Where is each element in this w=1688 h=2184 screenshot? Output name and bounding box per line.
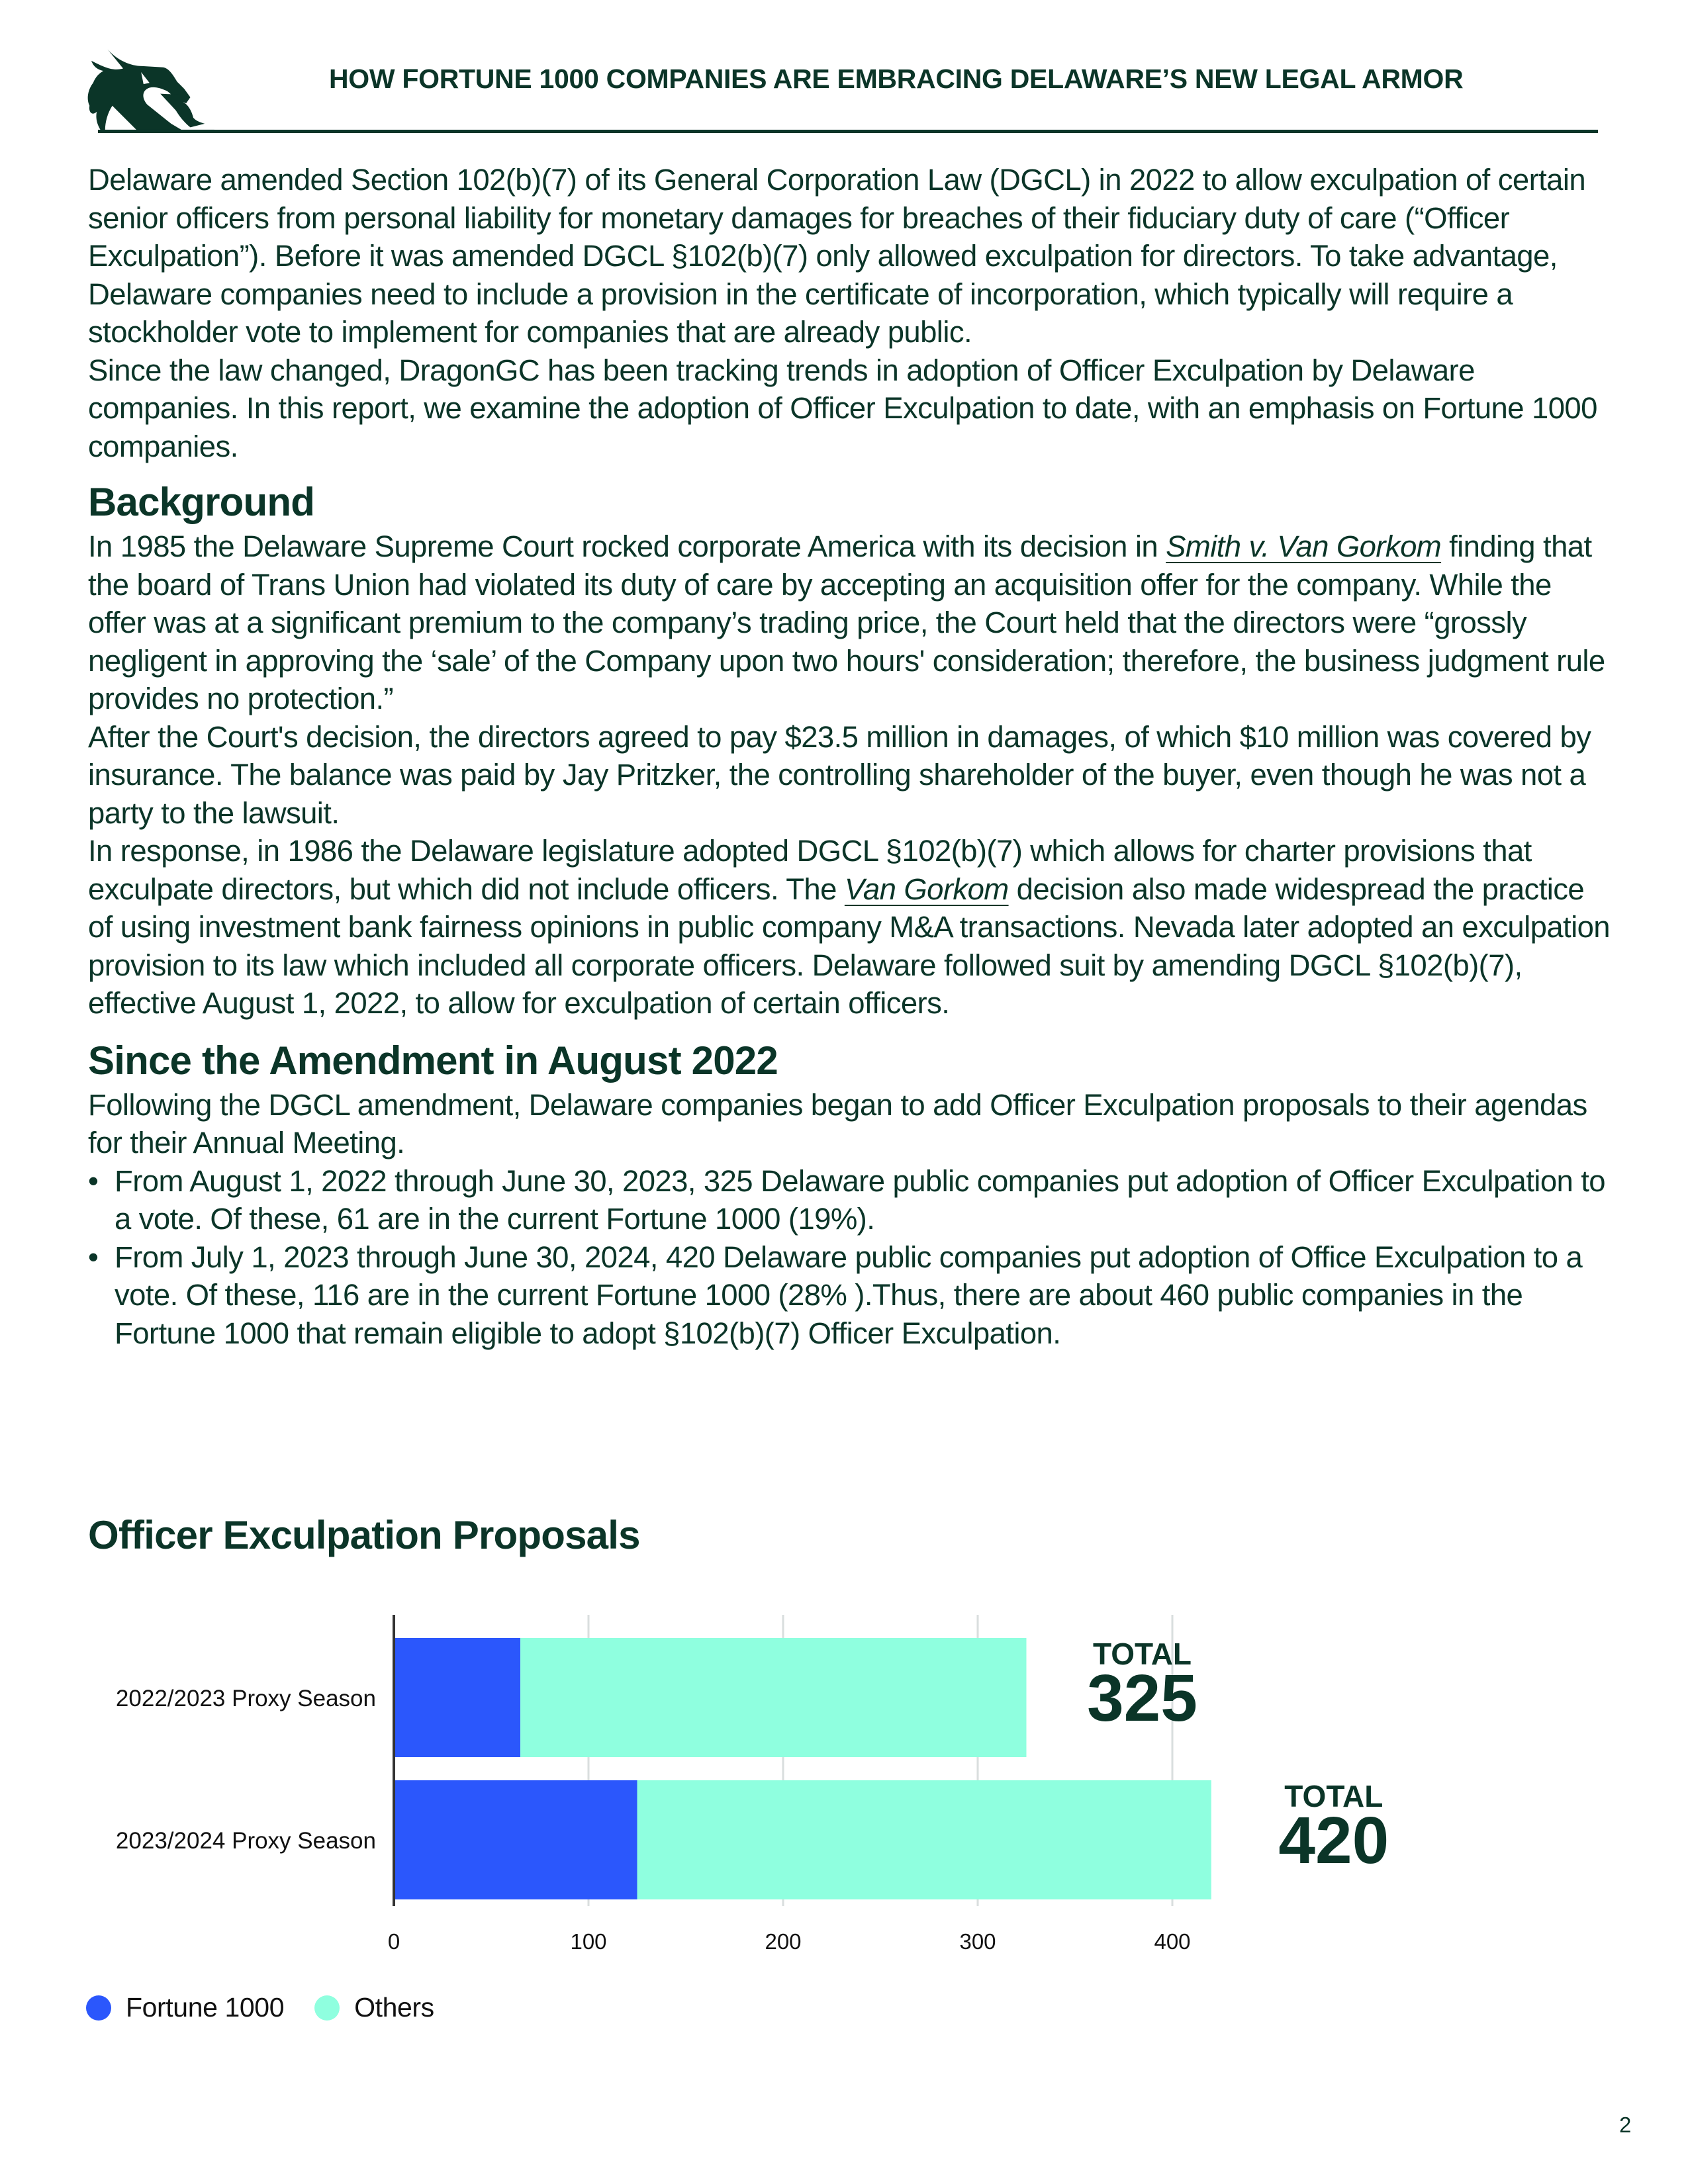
background-p1-text-after: finding that the board of Trans Union had violated its duty of care by accepting an acquisition offer for the company. While the offer was at a significant premium to the company’s trading price, the Court held that the directors were “grossly negligent in approving the ‘sale’ of the Company upon two hours' consideration; therefore, the business judgment rule provides no protection.” bbox=[88, 529, 1605, 715]
x-tick-label: 400 bbox=[1154, 1929, 1191, 1954]
amendment-heading: Since the Amendment in August 2022 bbox=[88, 1038, 778, 1083]
page-number: 2 bbox=[1619, 2113, 1632, 2137]
legend-item-fortune-1000 bbox=[86, 1992, 284, 2023]
bullet-item bbox=[88, 1162, 1611, 1238]
document-body bbox=[88, 161, 1611, 1352]
background-p3-text-after: decision also made widespread the practice of using investment bank fairness opinions in public company M&A transactions. Nevada later adopted an exculpation provision to its law which included all corporate officers. Delaware followed suit by amending DGCL §102(b)(7), effective August 1, 2022, to allow for exculpation of certain officers. bbox=[88, 872, 1611, 1020]
dragon-logo-icon bbox=[66, 40, 218, 136]
bar-fortune-1000 bbox=[394, 1780, 637, 1899]
x-tick-label: 100 bbox=[570, 1929, 607, 1954]
bullet-icon: • bbox=[88, 1240, 99, 1274]
background-heading: Background bbox=[88, 480, 315, 524]
legend-label-others: Others bbox=[354, 1992, 434, 2023]
bar-others bbox=[520, 1638, 1026, 1757]
chart-title: Officer Exculpation Proposals bbox=[88, 1513, 640, 1557]
background-paragraph-2: After the Court's decision, the directors agreed to pay $23.5 million in damages, of which $10 million was covered by insurance. The balance was paid by Jay Pritzker, the controlling shareholder of the buyer, even though he was not a party to the lawsuit. bbox=[88, 719, 1591, 830]
bar-others bbox=[637, 1780, 1211, 1899]
bullet-text: From August 1, 2022 through June 30, 2023, 325 Delaware public companies put adoption of Officer Exculpation to a vote. Of these, 61 are in the current Fortune 1000 (19%). bbox=[115, 1163, 1606, 1236]
bullet-icon: • bbox=[88, 1163, 99, 1198]
smith-v-van-gorkom-link[interactable]: Smith v. Van Gorkom bbox=[1166, 529, 1442, 563]
x-tick-label: 200 bbox=[765, 1929, 802, 1954]
intro-paragraph-1: Delaware amended Section 102(b)(7) of its General Corporation Law (DGCL) in 2022 to allow exculpation of certain senior officers from personal liability for monetary damages for breaches of their fiduciary duty of care (“Officer Exculpation”). Before it was amended DGCL §102(b)(7) only allowed exculpation for directors. To take advantage, Delaware companies need to include a provision in the certificate of incorporation, which typically will require a stockholder vote to implement for companies that are already public. bbox=[88, 163, 1586, 349]
total-value: 325 bbox=[1087, 1661, 1197, 1735]
legend-swatch-fortune-1000 bbox=[86, 1995, 111, 2021]
legend-label-fortune-1000: Fortune 1000 bbox=[126, 1992, 285, 2023]
amendment-intro: Following the DGCL amendment, Delaware companies began to add Officer Exculpation proposals to their agendas for their Annual Meeting. bbox=[88, 1087, 1587, 1160]
legend-swatch-others bbox=[314, 1995, 340, 2021]
total-label: TOTAL bbox=[1284, 1779, 1383, 1813]
bar-fortune-1000 bbox=[394, 1638, 520, 1757]
bullet-item bbox=[88, 1238, 1611, 1353]
intro-paragraph-2: Since the law changed, DragonGC has been tracking trends in adoption of Officer Exculpation by Delaware companies. In this report, we examine the adoption of Officer Exculpation to date, with an emphasis on Fortune 1000 companies. bbox=[88, 353, 1597, 463]
chart-legend bbox=[86, 1992, 465, 2023]
category-label: 2022/2023 Proxy Season bbox=[115, 1686, 376, 1711]
amendment-bullet-list bbox=[88, 1162, 1611, 1353]
bullet-text: From July 1, 2023 through June 30, 2024, 420 Delaware public companies put adoption of Office Exculpation to a vote. Of these, 116 are in the current Fortune 1000 (28% ).Thus, there are about 460 public companies in the Fortune 1000 that remain eligible to adopt §102(b)(7) Officer Exculpation. bbox=[115, 1240, 1583, 1350]
background-p3-text-before: In response, in 1986 the Delaware legislature adopted DGCL §102(b)(7) which allows for charter provisions that exculpate directors, but which did not include officers. The bbox=[88, 834, 1532, 906]
category-label: 2023/2024 Proxy Season bbox=[115, 1828, 376, 1854]
total-value: 420 bbox=[1278, 1803, 1389, 1878]
background-paragraph-3 bbox=[88, 832, 1611, 1023]
background-p1-text-before: In 1985 the Delaware Supreme Court rocked corporate America with its decision in bbox=[88, 529, 1166, 563]
van-gorkom-link[interactable]: Van Gorkom bbox=[844, 872, 1009, 906]
x-tick-label: 0 bbox=[387, 1929, 400, 1954]
header-divider bbox=[98, 130, 1598, 133]
total-label: TOTAL bbox=[1092, 1637, 1192, 1671]
background-paragraph-1 bbox=[88, 527, 1611, 718]
document-header-title: HOW FORTUNE 1000 COMPANIES ARE EMBRACING DELAWARE’S NEW LEGAL ARMOR bbox=[329, 64, 1464, 94]
legend-item-others bbox=[314, 1992, 434, 2023]
x-tick-label: 300 bbox=[959, 1929, 996, 1954]
